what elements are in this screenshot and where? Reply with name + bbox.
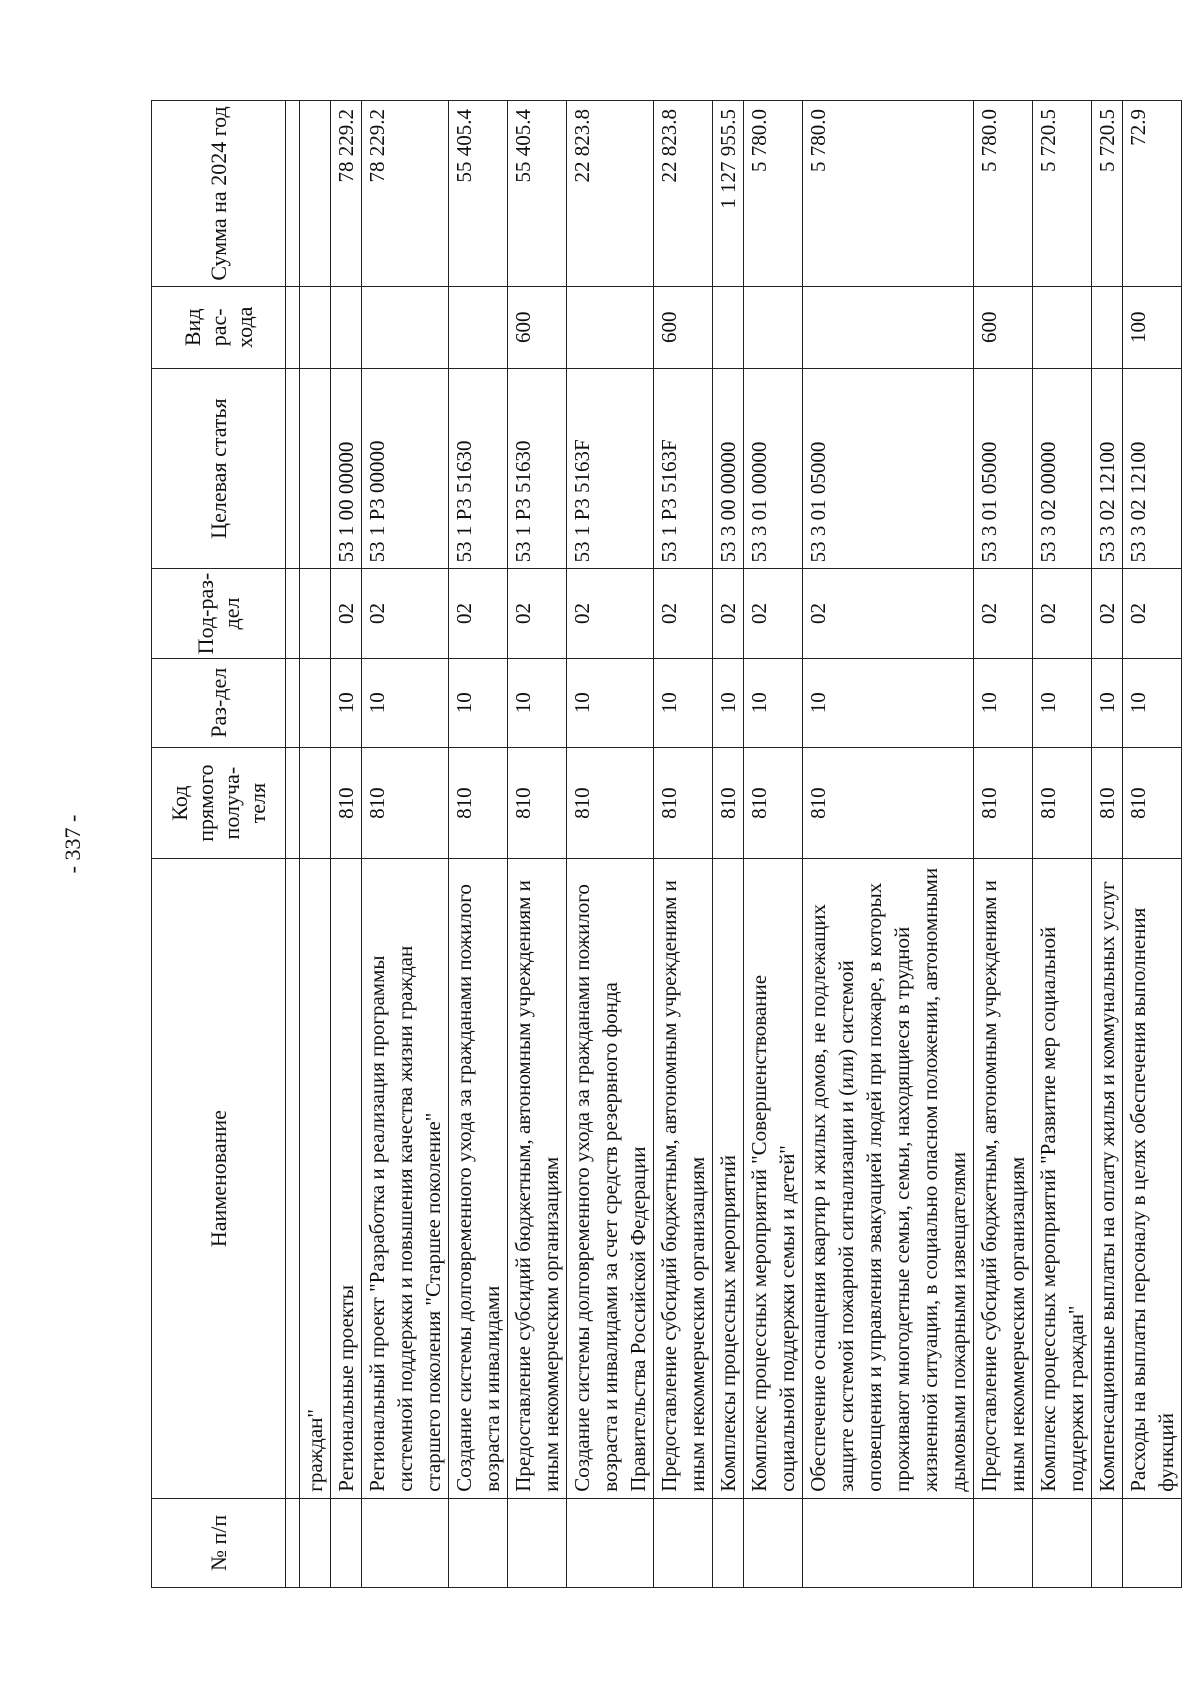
cell-recipient: 810 — [331, 747, 362, 859]
cell-recipient: 810 — [449, 747, 508, 859]
cell-subsection — [300, 569, 331, 658]
cell-recipient: 810 — [974, 747, 1033, 859]
cell-expense-type — [744, 286, 803, 368]
cell-recipient: 810 — [1092, 747, 1123, 859]
cell-name: Создание системы долговременного ухода за гражданами пожилого возраста и инвалидами за счет средств резервного фонда Правительства Российской Федерации — [567, 859, 654, 1498]
table-row — [713, 101, 744, 1588]
cell-expense-type: 100 — [1123, 286, 1182, 368]
cell-name: Расходы на выплаты персоналу в целях обеспечения выполнения функций — [1123, 859, 1182, 1498]
cell-subsection: 02 — [1092, 569, 1123, 658]
cell-expense-type — [331, 286, 362, 368]
header-section: Раз-дел — [152, 658, 286, 747]
cell-target: 53 3 02 12100 — [1092, 368, 1123, 569]
cell-target: 53 1 Р3 51630 — [508, 368, 567, 569]
cell-name: Комплекс процессных мероприятий "Совершенствование социальной поддержки семьи и детей" — [744, 859, 803, 1498]
header-expense-type: Вид рас-хода — [152, 286, 286, 368]
cell-expense-type — [1033, 286, 1092, 368]
header-no: № п/п — [152, 1498, 286, 1587]
cell-section: 10 — [362, 658, 449, 747]
table-row — [362, 101, 449, 1588]
cell-expense-type — [449, 286, 508, 368]
cell-sum: 1 127 955.5 — [713, 101, 744, 287]
cell-no — [1123, 1498, 1182, 1587]
cell-target: 53 3 02 12100 — [1123, 368, 1182, 569]
cell-no — [362, 1498, 449, 1587]
header-recipient: Код прямого получа-теля — [152, 747, 286, 859]
cell-expense-type — [300, 286, 331, 368]
cell-name: Создание системы долговременного ухода за гражданами пожилого возраста и инвалидами — [449, 859, 508, 1498]
cell-subsection: 02 — [1033, 569, 1092, 658]
cell-sum: 5 780.0 — [803, 101, 974, 287]
table-row — [508, 101, 567, 1588]
cell-expense-type — [1092, 286, 1123, 368]
cell-recipient — [300, 747, 331, 859]
cell-no — [449, 1498, 508, 1587]
cell-sum: 72.9 — [1123, 101, 1182, 287]
cell-no — [803, 1498, 974, 1587]
table-row — [300, 101, 331, 1588]
cell-name: Комплекс процессных мероприятий "Развитие мер социальной поддержки граждан" — [1033, 859, 1092, 1498]
cell-section: 10 — [654, 658, 713, 747]
cell-section: 10 — [567, 658, 654, 747]
cell-sum: 78 229.2 — [331, 101, 362, 287]
cell-sum: 5 780.0 — [744, 101, 803, 287]
cell-recipient: 810 — [803, 747, 974, 859]
cell-recipient: 810 — [744, 747, 803, 859]
cell-subsection: 02 — [331, 569, 362, 658]
cell-recipient: 810 — [713, 747, 744, 859]
cell-expense-type — [713, 286, 744, 368]
cell-subsection: 02 — [744, 569, 803, 658]
cell-name: Предоставление субсидий бюджетным, автономным учреждениям и иным некоммерческим организациям — [974, 859, 1033, 1498]
cell-no — [1033, 1498, 1092, 1587]
cell-expense-type — [803, 286, 974, 368]
header-subsection: Под-раз-дел — [152, 569, 286, 658]
table-row — [331, 101, 362, 1588]
cell-section: 10 — [508, 658, 567, 747]
cell-sum: 78 229.2 — [362, 101, 449, 287]
cell-subsection: 02 — [449, 569, 508, 658]
cell-sum: 55 405.4 — [508, 101, 567, 287]
cell-no — [744, 1498, 803, 1587]
cell-subsection: 02 — [803, 569, 974, 658]
cell-target: 53 3 01 05000 — [974, 368, 1033, 569]
cell-sum: 5 720.5 — [1033, 101, 1092, 287]
cell-name: Комплексы процессных мероприятий — [713, 859, 744, 1498]
cell-section: 10 — [803, 658, 974, 747]
cell-name: Региональный проект "Разработка и реализация программы системной поддержки и повышения качества жизни граждан старшего поколения "Старшее поколение" — [362, 859, 449, 1498]
table-row — [1123, 101, 1182, 1588]
cell-name: Предоставление субсидий бюджетным, автономным учреждениям и иным некоммерческим организациям — [508, 859, 567, 1498]
cell-no — [331, 1498, 362, 1587]
cell-no — [654, 1498, 713, 1587]
cell-section: 10 — [1123, 658, 1182, 747]
cell-subsection: 02 — [1123, 569, 1182, 658]
cell-expense-type: 600 — [974, 286, 1033, 368]
cell-section — [300, 658, 331, 747]
cell-recipient: 810 — [567, 747, 654, 859]
cell-sum: 22 823.8 — [654, 101, 713, 287]
table-row — [1092, 101, 1123, 1588]
header-target: Целевая статья — [152, 368, 286, 569]
cell-no — [567, 1498, 654, 1587]
blank-row — [286, 101, 300, 1588]
cell-expense-type: 600 — [654, 286, 713, 368]
cell-recipient: 810 — [1033, 747, 1092, 859]
cell-section: 10 — [713, 658, 744, 747]
cell-subsection: 02 — [974, 569, 1033, 658]
cell-no — [974, 1498, 1033, 1587]
cell-subsection: 02 — [567, 569, 654, 658]
cell-subsection: 02 — [713, 569, 744, 658]
cell-name: Компенсационные выплаты на оплату жилья и коммунальных услуг — [1092, 859, 1123, 1498]
cell-target: 53 1 Р3 00000 — [362, 368, 449, 569]
page-number: - 337 - — [60, 814, 85, 874]
header-sum: Сумма на 2024 год — [152, 101, 286, 287]
cell-sum — [300, 101, 331, 287]
table-body — [286, 101, 1182, 1588]
cell-no — [713, 1498, 744, 1587]
cell-name: граждан" — [300, 859, 331, 1498]
table-row — [1033, 101, 1092, 1588]
cell-target: 53 1 Р3 5163F — [567, 368, 654, 569]
cell-no — [508, 1498, 567, 1587]
cell-section: 10 — [1092, 658, 1123, 747]
cell-no — [300, 1498, 331, 1587]
cell-name: Региональные проекты — [331, 859, 362, 1498]
cell-section: 10 — [744, 658, 803, 747]
rotated-budget-table-page — [151, 100, 1178, 1588]
cell-sum: 5 780.0 — [974, 101, 1033, 287]
table-row — [449, 101, 508, 1588]
table-row — [744, 101, 803, 1588]
cell-expense-type — [362, 286, 449, 368]
cell-sum: 55 405.4 — [449, 101, 508, 287]
cell-subsection: 02 — [508, 569, 567, 658]
cell-target: 53 3 00 00000 — [713, 368, 744, 569]
cell-target: 53 3 02 00000 — [1033, 368, 1092, 569]
cell-target — [300, 368, 331, 569]
cell-target: 53 3 01 05000 — [803, 368, 974, 569]
cell-recipient: 810 — [508, 747, 567, 859]
cell-subsection: 02 — [362, 569, 449, 658]
cell-name: Предоставление субсидий бюджетным, автономным учреждениям и иным некоммерческим организациям — [654, 859, 713, 1498]
cell-target: 53 1 00 00000 — [331, 368, 362, 569]
cell-section: 10 — [449, 658, 508, 747]
cell-sum: 5 720.5 — [1092, 101, 1123, 287]
table-row — [803, 101, 974, 1588]
cell-target: 53 3 01 00000 — [744, 368, 803, 569]
budget-table — [151, 100, 1182, 1588]
cell-target: 53 1 Р3 51630 — [449, 368, 508, 569]
table-row — [654, 101, 713, 1588]
cell-no — [1092, 1498, 1123, 1587]
cell-expense-type — [567, 286, 654, 368]
cell-recipient: 810 — [362, 747, 449, 859]
cell-recipient: 810 — [1123, 747, 1182, 859]
cell-section: 10 — [331, 658, 362, 747]
header-name: Наименование — [152, 859, 286, 1498]
table-header — [152, 101, 286, 1588]
table-row — [567, 101, 654, 1588]
cell-sum: 22 823.8 — [567, 101, 654, 287]
cell-target: 53 1 Р3 5163F — [654, 368, 713, 569]
table-row — [974, 101, 1033, 1588]
cell-expense-type: 600 — [508, 286, 567, 368]
cell-section: 10 — [974, 658, 1033, 747]
cell-section: 10 — [1033, 658, 1092, 747]
cell-recipient: 810 — [654, 747, 713, 859]
cell-name: Обеспечение оснащения квартир и жилых домов, не подлежащих защите системой пожарной сигнализации и (или) системой оповещения и управления эвакуацией людей при пожаре, в которых проживают многодетные семьи, семьи, находящиеся в трудной жизненной ситуации, в социально опасном положении, автономными дымовыми пожарными извещателями — [803, 859, 974, 1498]
cell-subsection: 02 — [654, 569, 713, 658]
